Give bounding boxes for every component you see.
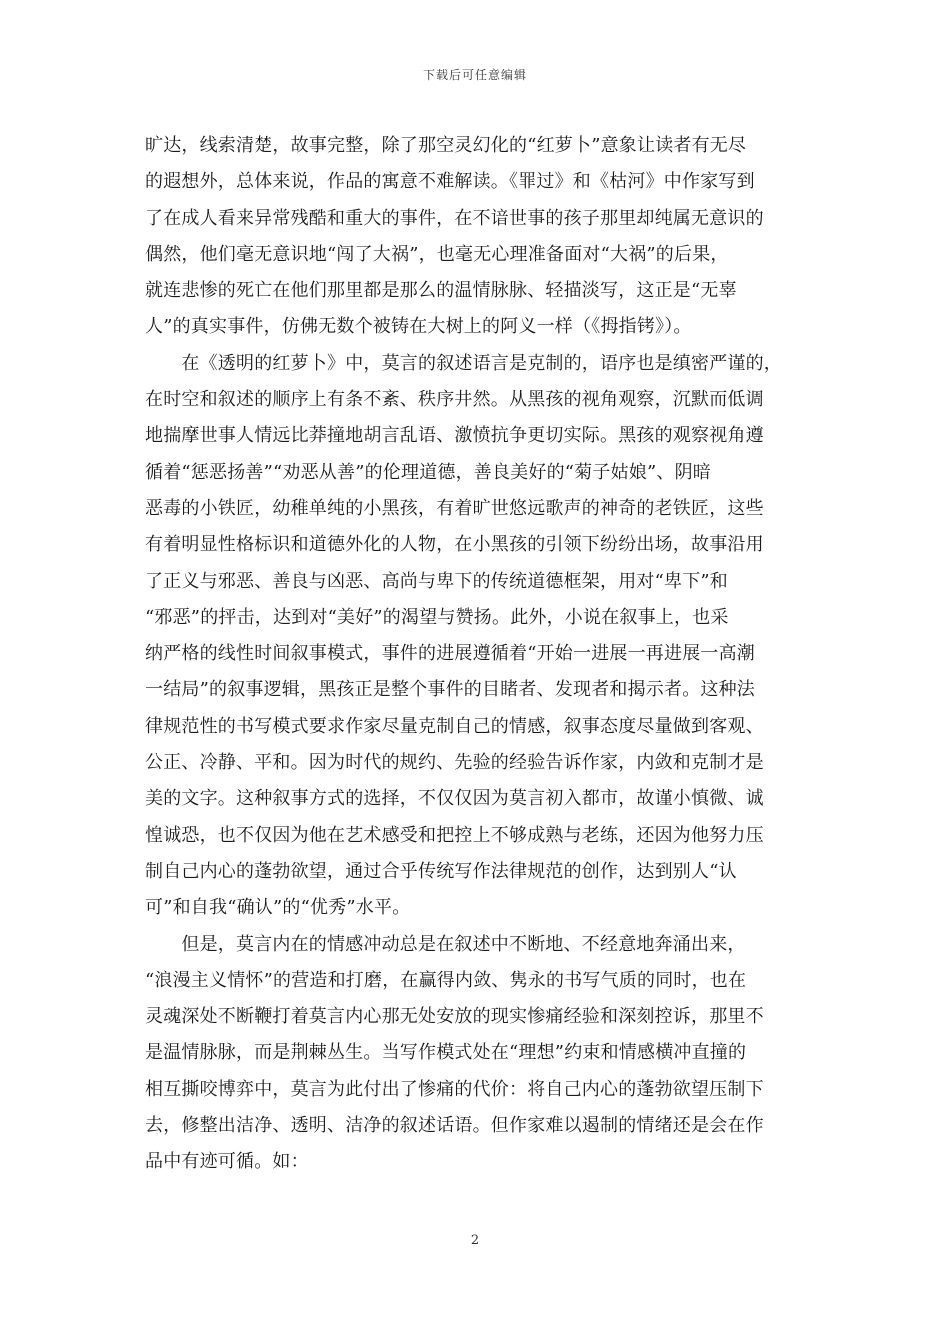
text-line: 在时空和叙述的顺序上有条不紊、秩序井然。从黑孩的视角观察，沉默而低调 — [145, 389, 764, 411]
text-line: 公正、冷静、平和。因为时代的规约、先验的经验告诉作家，内敛和克制才是 — [145, 752, 764, 774]
text-line: 恶毒的小铁匠，幼稚单纯的小黑孩，有着旷世悠远歌声的神奇的老铁匠，这些 — [145, 497, 764, 519]
text-line: 灵魂深处不断鞭打着莫言内心那无处安放的现实惨痛经验和深刻控诉，那里不 — [145, 1006, 764, 1028]
text-line: “浪漫主义情怀”的营造和打磨，在赢得内敛、隽永的书写气质的同时，也在 — [145, 969, 747, 991]
text-line: 地揣摩世事人情远比莽撞地胡言乱语、激愤抗争更切实际。黑孩的观察视角遵 — [145, 425, 764, 447]
text-line: 有着明显性格标识和道德外化的人物，在小黑孩的引领下纷纷出场，故事沿用 — [145, 534, 764, 556]
text-line: 可”和自我“确认”的“优秀”水平。 — [145, 897, 411, 919]
text-line: 去，修整出洁净、透明、洁净的叙述话语。但作家难以遏制的情绪还是会在作 — [145, 1115, 764, 1137]
text-line: 的遐想外，总体来说，作品的寓意不难解读。《罪过》和《枯河》中作家写到 — [145, 171, 755, 193]
text-line: 一结局”的叙事逻辑，黑孩正是整个事件的目睹者、发现者和揭示者。这种法 — [145, 679, 755, 701]
text-line: 人”的真实事件，仿佛无数个被铸在大树上的阿义一样（《拇指铐》）。 — [145, 316, 692, 338]
text-line: 旷达，线索清楚，故事完整，除了那空灵幻化的“红萝卜”意象让读者有无尽 — [145, 135, 747, 156]
text-line: 偶然，他们毫无意识地“闯了大祸”，也毫无心理准备面对“大祸”的后果， — [145, 243, 729, 265]
text-line: 品中有迹可循。如： — [145, 1151, 309, 1173]
text-line: 了正义与邪恶、善良与凶恶、高尚与卑下的传统道德框架，用对“卑下”和 — [145, 570, 729, 592]
text-line: 纳严格的线性时间叙事模式，事件的进展遵循着“开始一进展一再进展一高潮 — [145, 643, 755, 665]
text-line: 在《透明的红萝卜》中，莫言的叙述语言是克制的，语序也是缜密严谨的， — [145, 352, 782, 374]
page-number: 2 — [470, 1233, 480, 1248]
text-line: 惶诚恐，也不仅因为他在艺术感受和把控上不够成熟与老练，还因为他努力压 — [145, 824, 764, 846]
text-line: “邪恶”的抨击，达到对“美好”的渴望与赞扬。此外，小说在叙事上，也采 — [145, 606, 729, 628]
text-line: 律规范性的书写模式要求作家尽量克制自己的情感，叙事态度尽量做到客观、 — [145, 715, 764, 737]
text-line: 了在成人看来异常残酷和重大的事件，在不谙世事的孩子那里却纯属无意识的 — [145, 207, 764, 229]
text-line: 美的文字。这种叙事方式的选择，不仅仅因为莫言初入都市，故谨小慎微、诚 — [145, 788, 764, 810]
text-line: 制自己内心的蓬勃欲望，通过合乎传统写作法律规范的创作，达到别人“认 — [145, 860, 737, 882]
document-body — [145, 128, 807, 1181]
page-header: 下载后可任意编辑 — [422, 68, 527, 82]
text-line: 相互撕咬博弈中，莫言为此付出了惨痛的代价：将自己内心的蓬勃欲望压制下 — [145, 1078, 764, 1100]
text-line: 但是，莫言内在的情感冲动总是在叙述中不断地、不经意地奔涌出来， — [145, 933, 746, 955]
text-line: 就连悲惨的死亡在他们那里都是那么的温情脉脉、轻描淡写，这正是“无辜 — [145, 280, 737, 302]
text-line: 是温情脉脉，而是荆棘丛生。当写作模式处在“理想”约束和情感横冲直撞的 — [145, 1042, 747, 1064]
text-line: 循着“惩恶扬善”“劝恶从善”的伦理道德，善良美好的“菊子姑娘”、阴暗 — [145, 461, 712, 483]
